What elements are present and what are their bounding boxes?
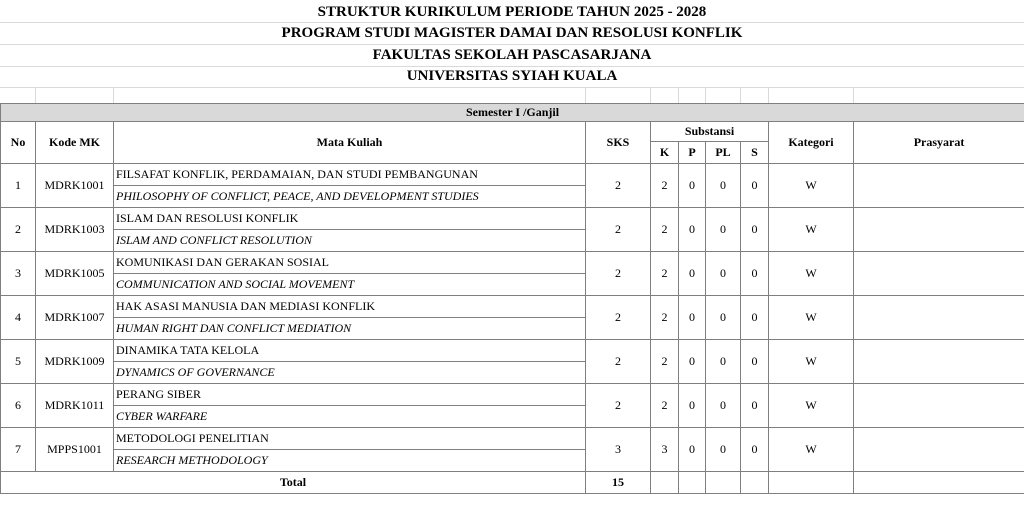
row-sks: 2 xyxy=(586,340,651,384)
title-line-3: FAKULTAS SEKOLAH PASCASARJANA xyxy=(0,44,1024,67)
row-no: 5 xyxy=(1,340,36,384)
row-pl: 0 xyxy=(706,164,741,208)
row-kategori: W xyxy=(769,428,854,472)
row-prasyarat xyxy=(854,296,1024,340)
row-kode: MDRK1009 xyxy=(36,340,114,384)
row-s: 0 xyxy=(741,384,769,428)
row-name: FILSAFAT KONFLIK, PERDAMAIAN, DAN STUDI PEMBANGUNAN xyxy=(114,164,586,186)
row-s: 0 xyxy=(741,428,769,472)
title-line-2: PROGRAM STUDI MAGISTER DAMAI DAN RESOLUSI KONFLIK xyxy=(0,22,1024,45)
row-kode: MDRK1005 xyxy=(36,252,114,296)
row-s: 0 xyxy=(741,164,769,208)
col-substansi: Substansi xyxy=(651,122,769,142)
row-k: 2 xyxy=(651,340,679,384)
row-k: 2 xyxy=(651,164,679,208)
col-kode: Kode MK xyxy=(36,122,114,164)
row-name: PERANG SIBER xyxy=(114,384,586,406)
table-row xyxy=(1,296,1024,318)
row-no: 1 xyxy=(1,164,36,208)
curriculum-table xyxy=(0,103,1024,494)
row-sks: 3 xyxy=(586,428,651,472)
row-s: 0 xyxy=(741,208,769,252)
row-kategori: W xyxy=(769,340,854,384)
row-sks: 2 xyxy=(586,208,651,252)
col-sks: SKS xyxy=(586,122,651,164)
total-label: Total xyxy=(1,472,586,494)
row-name-english: HUMAN RIGHT DAN CONFLICT MEDIATION xyxy=(114,318,586,340)
row-pl: 0 xyxy=(706,208,741,252)
row-prasyarat xyxy=(854,384,1024,428)
row-k: 2 xyxy=(651,208,679,252)
row-no: 4 xyxy=(1,296,36,340)
row-name-english: CYBER WARFARE xyxy=(114,406,586,428)
col-mata-kuliah: Mata Kuliah xyxy=(114,122,586,164)
row-prasyarat xyxy=(854,340,1024,384)
row-no: 3 xyxy=(1,252,36,296)
col-pl: PL xyxy=(706,142,741,164)
col-s: S xyxy=(741,142,769,164)
row-kategori: W xyxy=(769,252,854,296)
col-no: No xyxy=(1,122,36,164)
row-p: 0 xyxy=(679,252,706,296)
row-k: 2 xyxy=(651,296,679,340)
row-p: 0 xyxy=(679,340,706,384)
row-kategori: W xyxy=(769,296,854,340)
row-k: 2 xyxy=(651,384,679,428)
row-no: 2 xyxy=(1,208,36,252)
row-name: KOMUNIKASI DAN GERAKAN SOSIAL xyxy=(114,252,586,274)
row-s: 0 xyxy=(741,340,769,384)
row-sks: 2 xyxy=(586,384,651,428)
row-sks: 2 xyxy=(586,164,651,208)
row-prasyarat xyxy=(854,208,1024,252)
table-row xyxy=(1,428,1024,450)
row-p: 0 xyxy=(679,428,706,472)
row-name: HAK ASASI MANUSIA DAN MEDIASI KONFLIK xyxy=(114,296,586,318)
row-k: 3 xyxy=(651,428,679,472)
row-name-english: ISLAM AND CONFLICT RESOLUTION xyxy=(114,230,586,252)
row-no: 7 xyxy=(1,428,36,472)
row-kategori: W xyxy=(769,164,854,208)
row-kategori: W xyxy=(769,208,854,252)
row-kategori: W xyxy=(769,384,854,428)
spacer-row xyxy=(0,87,1024,104)
row-pl: 0 xyxy=(706,428,741,472)
row-pl: 0 xyxy=(706,384,741,428)
row-p: 0 xyxy=(679,384,706,428)
row-pl: 0 xyxy=(706,296,741,340)
row-s: 0 xyxy=(741,296,769,340)
row-name-english: DYNAMICS OF GOVERNANCE xyxy=(114,362,586,384)
row-prasyarat xyxy=(854,428,1024,472)
row-name: DINAMIKA TATA KELOLA xyxy=(114,340,586,362)
table-row xyxy=(1,164,1024,186)
semester-header: Semester I /Ganjil xyxy=(1,104,1024,122)
row-p: 0 xyxy=(679,164,706,208)
row-sks: 2 xyxy=(586,252,651,296)
table-row xyxy=(1,252,1024,274)
row-name: ISLAM DAN RESOLUSI KONFLIK xyxy=(114,208,586,230)
row-name-english: COMMUNICATION AND SOCIAL MOVEMENT xyxy=(114,274,586,296)
col-k: K xyxy=(651,142,679,164)
col-prasyarat: Prasyarat xyxy=(854,122,1024,164)
row-pl: 0 xyxy=(706,252,741,296)
row-name: METODOLOGI PENELITIAN xyxy=(114,428,586,450)
title-line-1: STRUKTUR KURIKULUM PERIODE TAHUN 2025 - 2028 xyxy=(0,0,1024,23)
row-kode: MDRK1003 xyxy=(36,208,114,252)
col-kategori: Kategori xyxy=(769,122,854,164)
table-row xyxy=(1,208,1024,230)
row-kode: MDRK1001 xyxy=(36,164,114,208)
table-row xyxy=(1,384,1024,406)
row-p: 0 xyxy=(679,296,706,340)
row-name-english: PHILOSOPHY OF CONFLICT, PEACE, AND DEVELOPMENT STUDIES xyxy=(114,186,586,208)
row-kode: MDRK1011 xyxy=(36,384,114,428)
row-kode: MPPS1001 xyxy=(36,428,114,472)
table-row xyxy=(1,340,1024,362)
row-sks: 2 xyxy=(586,296,651,340)
row-no: 6 xyxy=(1,384,36,428)
row-prasyarat xyxy=(854,164,1024,208)
row-pl: 0 xyxy=(706,340,741,384)
col-p: P xyxy=(679,142,706,164)
title-line-4: UNIVERSITAS SYIAH KUALA xyxy=(0,66,1024,88)
row-prasyarat xyxy=(854,252,1024,296)
row-s: 0 xyxy=(741,252,769,296)
row-k: 2 xyxy=(651,252,679,296)
row-kode: MDRK1007 xyxy=(36,296,114,340)
total-sks: 15 xyxy=(586,472,651,494)
row-p: 0 xyxy=(679,208,706,252)
row-name-english: RESEARCH METHODOLOGY xyxy=(114,450,586,472)
